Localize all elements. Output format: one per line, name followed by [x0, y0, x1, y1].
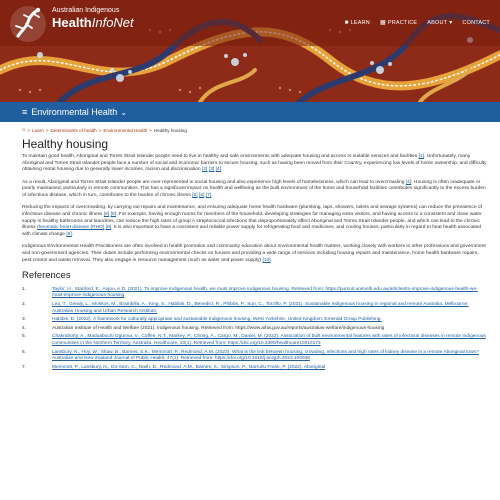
reference-number: 2.: [22, 302, 27, 308]
paragraph-text: . Unfortunately, many Aboriginal and Torres Strait Islander people face a number of social and economic barriers to secure housing, such as having been moved from their Country, experiencing low levels of home ownership, and difficulty obtaining rental housing due to generally lower incomes, racism and discrimination: [22, 154, 487, 173]
paragraph: [22, 244, 487, 264]
grid-icon: ▦: [379, 20, 386, 26]
reference-item: [22, 317, 487, 324]
reference-link[interactable]: Chakraborty, A., Maduabuchi Ogunna, V., Coffee, N.T., Markey, P., Chong, A., Cargo, M., Daniel, M. (2022). Association of built environmental features with rates of infectious diseases in remote Indigenous communities in the Northern Territory, Australia. Healthcare, 10(1). Retrieved from: https://doi.org/10.3390/healthcare10010173: [52, 334, 486, 346]
reference-text: [52, 317, 487, 324]
paragraph-text: .: [221, 167, 223, 173]
breadcrumb-item[interactable]: Learn: [32, 127, 44, 133]
reference-text: [52, 287, 487, 300]
paragraph-text: Indigenous Environmental Health Practitioners are often involved in health promotion and community education about environmental health matters, working closely with workers in other professions and government and non-government agencies. Their duties include performing environmental checks on houses and providing a wide range of services including housing repairs and maintenance, home health hardware repairs, pest control and waste removal. They also engage in resource management (such as water and power supply): [22, 244, 486, 263]
paragraph-text: To maintain good health, Aboriginal and Torres Strait Islander people need to live in healthy and safe environments with adequate housing and access to suitable services and facilities: [22, 154, 419, 159]
citation-link[interactable]: [10]: [262, 257, 271, 263]
reference-text: [52, 350, 487, 363]
main-nav: [345, 19, 490, 26]
citation-link[interactable]: [4]: [215, 167, 221, 173]
reference-link[interactable]: Lansbury, N., Hoy, W., Shaw, B., Barnes, S.K., Memmott, P., Redmond, A.M. (2023). What is the link between housing, crowding, infections and high rates of kidney disease in a remote Aboriginal town? Australian and New Zealand Journal of Public Health, 47(2). Retrieved from: https://doi.org/10.1016/j.anzjph.2023.100038: [52, 349, 479, 362]
section-bar[interactable]: [0, 102, 500, 122]
references-heading: References: [22, 269, 71, 281]
paragraph: [22, 154, 487, 174]
breadcrumb-sep: >: [45, 127, 49, 133]
nav-label: CONTACT: [462, 19, 490, 26]
chevron-down-icon: ▾: [449, 20, 453, 26]
paragraph-text: . For example, having enough rooms for members of the household, developing strategies for managing extra visitors, and having access to a consistent and clean water supply in healthy bathrooms and laundries, can reduce the high rates of group A streptococcal infections that disproportionately affect Aboriginal and Torres Strait Islander people, and which can lead to the chronic illness: [22, 211, 482, 231]
main-content: [22, 137, 487, 373]
paragraph: [22, 205, 487, 239]
paragraph-text: .: [71, 232, 74, 238]
citation-link[interactable]: [8]: [110, 211, 117, 217]
lizard-logo-icon[interactable]: [8, 4, 48, 44]
citation-link[interactable]: [6]: [103, 211, 110, 217]
reference-text: [52, 302, 487, 315]
reference-text: [52, 365, 487, 372]
site-name-part: Health: [52, 15, 92, 30]
site-name[interactable]: [52, 15, 134, 30]
paragraph-text: .: [270, 257, 273, 263]
menu-icon[interactable]: ≡: [22, 107, 28, 117]
citation-link[interactable]: rheumatic heart disease (RHD): [36, 225, 105, 231]
reference-item: [22, 302, 487, 315]
page-title: Healthy housing: [22, 137, 109, 151]
reference-text: [52, 326, 487, 333]
paragraph-text: .: [211, 193, 213, 199]
reference-text: [52, 334, 487, 347]
site-name-small: Australian Indigenous: [52, 7, 120, 14]
reference-number: 3.: [22, 317, 27, 323]
nav-contact[interactable]: [462, 19, 490, 26]
nav-label: PRACTICE: [387, 19, 418, 26]
paragraph-text: Reducing the impacts of overcrowding, by carrying out repairs and maintenance, and ensuring adequate home health hardware (plumbing, taps, showers, toilets and sewage systems) can reduce the prevalence of infectious disease and chronic illness: [22, 205, 482, 217]
reference-item: [22, 365, 487, 372]
citation-link[interactable]: [3]: [208, 167, 215, 173]
nav-practice[interactable]: [380, 19, 417, 26]
paragraph: [22, 180, 487, 200]
reference-item: [22, 334, 487, 347]
paragraph-text: As a result, Aboriginal and Torres Strait Islander people are over-represented in social housing and also experience high levels of homelessness, which can lead to overcrowding: [22, 179, 406, 185]
reference-link[interactable]: Taylor, H., Stanford, E., Anjou, A.D. (2021). To improve Indigenous health, we must improve Indigenous housing. Retrieved from: https://pursuit.unimelb.edu.au/articles/to-improve-indigenous-health-we-must-improve-indigenous-housing: [52, 286, 478, 299]
reference-number: 1.: [22, 286, 27, 292]
reference-number: 5.: [22, 334, 27, 340]
citation-link[interactable]: [9]: [66, 232, 72, 238]
reference-item: [22, 350, 487, 363]
citation-link[interactable]: [1]: [418, 154, 425, 159]
reference-number: 7.: [22, 364, 27, 370]
reference-plain: Australian Institute of Health and Welfare (2021). Indigenous housing. Retrieved from: https://www.aihw.gov.au/reports/australias-welfare/indigenous-housing: [52, 325, 385, 331]
reference-item: [22, 326, 487, 333]
nav-label: ABOUT: [427, 19, 448, 26]
article-body: [22, 154, 487, 264]
site-name-part-italic: InfoNet: [91, 15, 134, 30]
breadcrumb-sep: >: [98, 127, 102, 133]
reference-item: [22, 287, 487, 300]
citation-link[interactable]: [8]: [105, 225, 112, 231]
citation-link[interactable]: [6]: [198, 193, 205, 199]
citation-link[interactable]: [4]: [405, 179, 412, 185]
paragraph-text: . It is also important to have a consistent and reliable power supply for refrigerating food and medicines, and cooling houses, particularly in regard to heat health associated with climate change: [22, 225, 482, 238]
site-header: [0, 0, 500, 102]
reference-number: 4.: [22, 325, 27, 331]
citation-link[interactable]: [5]: [192, 193, 198, 199]
reference-number: 6.: [22, 349, 27, 355]
breadcrumb-item[interactable]: Determinants of health: [50, 127, 97, 133]
breadcrumb: [22, 127, 187, 133]
chevron-down-icon[interactable]: ⌄: [120, 107, 128, 117]
paragraph-text: . Housing is often inadequate or poorly maintained, particularly in remote communities. This has a significant impact on health and wellbeing as the built environment of the home and household facilities contributes significantly to the excess burden of infectious disease, which in turn, contributes to the burden of chronic illness: [22, 179, 486, 199]
citation-link[interactable]: [7]: [205, 193, 212, 199]
nav-learn[interactable]: [345, 19, 370, 26]
section-title: Environmental Health: [31, 107, 118, 117]
breadcrumb-sep: >: [27, 127, 31, 133]
citation-link[interactable]: [2]: [201, 167, 208, 173]
nav-label: LEARN: [350, 19, 370, 26]
reference-link[interactable]: Lea, T., Grealy, L., Moskos, M., Brambilla, A., King, S., Habibis, D., Benedict, R., Phibbs, P., Sun, C., Torzillo, P. (2021). Sustainable Indigenous housing in regional and remote Australia. Melbourne: Australian Housing and Urban Research Institute.: [52, 302, 469, 314]
references-list: [22, 287, 487, 372]
graduation-icon: ■: [344, 19, 349, 26]
home-icon[interactable]: ⌂: [22, 127, 26, 133]
reference-link[interactable]: Memmott, P., Lansbury, N., Go-Sam, C., Nash, D., Redmond, A.M., Barnes, S., Simpson, P., Narrurlu Frank, P. (2022). Aboriginal: [52, 364, 326, 370]
reference-link[interactable]: Habibis, D. (2022). A framework for culturally appropriate and sustainable Indigenous housing. West Yorkshire, United Kingdom: Emerald Group Publishing.: [52, 317, 382, 323]
breadcrumb-item[interactable]: Environmental Health: [103, 127, 148, 133]
breadcrumb-sep: >: [149, 127, 152, 133]
nav-about[interactable]: [427, 19, 452, 26]
breadcrumb-current: Healthy housing: [153, 127, 187, 133]
